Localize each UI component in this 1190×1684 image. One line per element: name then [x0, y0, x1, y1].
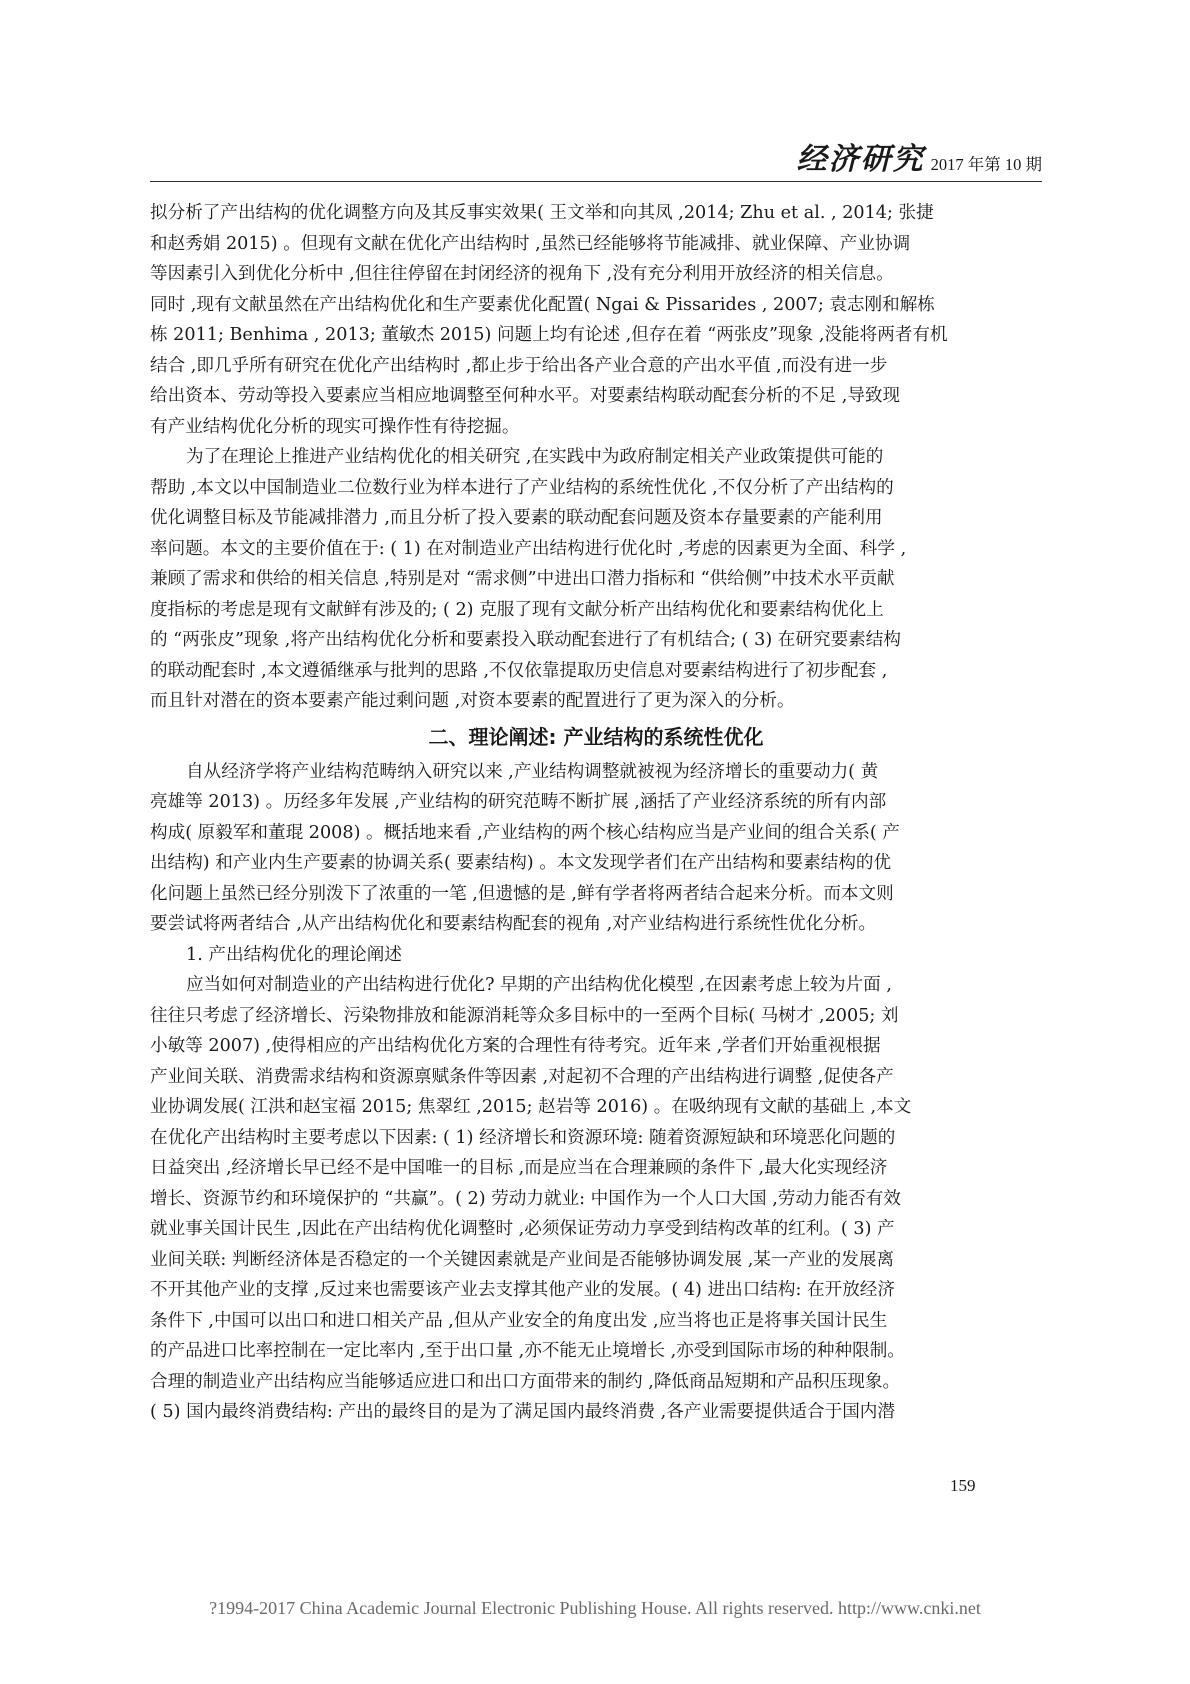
text-line: 有产业结构优化分析的现实可操作性有待挖掘。: [150, 416, 520, 437]
text-line: 等因素引入到优化分析中 ,但往往停留在封闭经济的视角下 ,没有充分利用开放经济的相关信息。: [150, 264, 894, 284]
text-line: 产业间关联、消费需求结构和资源禀赋条件等因素 ,对起初不合理的产出结构进行调整 ,促使各产: [150, 1066, 894, 1087]
page-number: 159: [950, 1476, 976, 1495]
header-rule: [150, 181, 1042, 182]
text-line: 和赵秀娟 2015) 。但现有文献在优化产出结构时 ,虽然已经能够将节能减排、就业保障、产业协调: [150, 233, 911, 254]
text-line: 的联动配套时 ,本文遵循继承与批判的思路 ,不仅依靠提取历史信息对要素结构进行了初步配套 ,: [150, 660, 888, 681]
text-line: 亮雄等 2013) 。历经多年发展 ,产业结构的研究范畴不断扩展 ,涵括了产业经济系统的所有内部: [150, 792, 887, 812]
journal-logo: 经济研究: [796, 142, 925, 177]
text-line: 同时 ,现有文献虽然在产出结构优化和生产要素优化配置( Ngai & Pissarides , 2007; 袁志刚和解栋: [150, 294, 935, 315]
paragraph-2: [150, 442, 1042, 717]
text-line: 业协调发展( 江洪和赵宝福 2015; 焦翠红 ,2015; 赵岩等 2016) 。在吸纳现有文献的基础上 ,本文: [150, 1097, 912, 1117]
text-line: 条件下 ,中国可以出口和进口相关产品 ,但从产业安全的角度出发 ,应当将也正是将事关国计民生: [150, 1310, 888, 1331]
text-line: 日益突出 ,经济增长早已经不是中国唯一的目标 ,而是应当在合理兼顾的条件下 ,最大化实现经济: [150, 1158, 888, 1178]
text-line: 要尝试将两者结合 ,从产出结构优化和要素结构配套的视角 ,对产业结构进行系统性优化分析。: [150, 914, 877, 934]
text-line: ( 5) 国内最终消费结构: 产出的最终目的是为了满足国内最终消费 ,各产业需要提供适合于国内潜: [150, 1402, 895, 1422]
text-line: 就业事关国计民生 ,因此在产出结构优化调整时 ,必须保证劳动力享受到结构改革的红利。( 3) 产: [150, 1219, 895, 1239]
subsection-title: 1. 产出结构优化的理论阐述: [186, 944, 402, 965]
text-line: 增长、资源节约和环境保护的 “共赢”。( 2) 劳动力就业: 中国作为一个人口大国 ,劳动力能否有效: [150, 1188, 901, 1209]
text-line: 自从经济学将产业结构范畴纳入研究以来 ,产业结构调整就被视为经济增长的重要动力( 黄: [186, 761, 879, 782]
paragraph-3: [150, 757, 1042, 940]
copyright-footer: ?1994-2017 China Academic Journal Electronic Publishing House. All rights reserved. http://www.cnki.net: [209, 1598, 981, 1618]
text-line: 不开其他产业的支撑 ,反过来也需要该产业去支撑其他产业的发展。( 4) 进出口结构: 在开放经济: [150, 1280, 895, 1300]
section-heading: 二、理论阐述: 产业结构的系统性优化: [428, 724, 764, 749]
issue-info: 2017 年第 10 期: [930, 155, 1042, 174]
text-line: 帮助 ,本文以中国制造业二位数行业为样本进行了产业结构的系统性优化 ,不仅分析了产出结构的: [150, 477, 894, 498]
text-line: 栋 2011; Benhima , 2013; 董敏杰 2015) 问题上均有论述 ,但存在着 “两张皮”现象 ,没能将两者有机: [150, 325, 948, 345]
text-line: 构成( 原毅军和董琨 2008) 。概括地来看 ,产业结构的两个核心结构应当是产业间的组合关系( 产: [150, 822, 900, 843]
text-line: 业间关联: 判断经济体是否稳定的一个关键因素就是产业间是否能够协调发展 ,某一产业的发展离: [150, 1249, 895, 1270]
paragraph-4: [150, 970, 1042, 1428]
text-line: 率问题。本文的主要价值在于: ( 1) 在对制造业产出结构进行优化时 ,考虑的因素更为全面、科学 ,: [150, 538, 907, 559]
text-line: 结合 ,即几乎所有研究在优化产出结构时 ,都止步于给出各产业合意的产出水平值 ,而没有进一步: [150, 355, 888, 376]
text-line: 出结构) 和产业内生产要素的协调关系( 要素结构) 。本文发现学者们在产出结构和要素结构的优: [150, 853, 892, 873]
text-line: 在优化产出结构时主要考虑以下因素: ( 1) 经济增长和资源环境: 随着资源短缺和环境恶化问题的: [150, 1127, 896, 1148]
subsection-heading: [150, 940, 1042, 971]
text-line: 合理的制造业产出结构应当能够适应进口和出口方面带来的制约 ,降低商品短期和产品积压现象。: [150, 1371, 901, 1392]
text-line: 应当如何对制造业的产出结构进行优化? 早期的产出结构优化模型 ,在因素考虑上较为片面 ,: [186, 975, 892, 995]
running-header: [150, 144, 1042, 176]
text-line: 化问题上虽然已经分别泼下了浓重的一笔 ,但遗憾的是 ,鲜有学者将两者结合起来分析。而本文则: [150, 883, 894, 904]
text-line: 兼顾了需求和供给的相关信息 ,特别是对 “需求侧”中进出口潜力指标和 “供给侧”中技术水平贡献: [150, 569, 895, 589]
text-line: 拟分析了产出结构的优化调整方向及其反事实效果( 王文举和向其凤 ,2014; Zhu et al. , 2014; 张捷: [150, 203, 934, 223]
text-line: 优化调整目标及节能减排潜力 ,而且分析了投入要素的联动配套问题及资本存量要素的产能利用: [150, 508, 883, 528]
text-line: 往往只考虑了经济增长、污染物排放和能源消耗等众多目标中的一至两个目标( 马树才 ,2005; 刘: [150, 1005, 899, 1026]
text-line: 的 “两张皮”现象 ,将产出结构优化分析和要素投入联动配套进行了有机结合; ( 3) 在研究要素结构: [150, 630, 901, 650]
text-line: 度指标的考虑是现有文献鲜有涉及的; ( 2) 克服了现有文献分析产出结构优化和要素结构优化上: [150, 599, 884, 620]
paragraph-1: [150, 198, 1042, 442]
text-line: 而且针对潜在的资本要素产能过剩问题 ,对资本要素的配置进行了更为深入的分析。: [150, 691, 795, 711]
article-body: [150, 198, 1042, 1428]
text-line: 的产品进口比率控制在一定比率内 ,至于出口量 ,亦不能无止境增长 ,亦受到国际市场的种种限制。: [150, 1341, 905, 1361]
text-line: 给出资本、劳动等投入要素应当相应地调整至何种水平。对要素结构联动配套分析的不足 ,导致现: [150, 386, 901, 406]
text-line: 为了在理论上推进产业结构优化的相关研究 ,在实践中为政府制定相关产业政策提供可能的: [186, 447, 884, 467]
text-line: 小敏等 2007) ,使得相应的产出结构优化方案的合理性有待考究。近年来 ,学者们开始重视根据: [150, 1036, 881, 1056]
